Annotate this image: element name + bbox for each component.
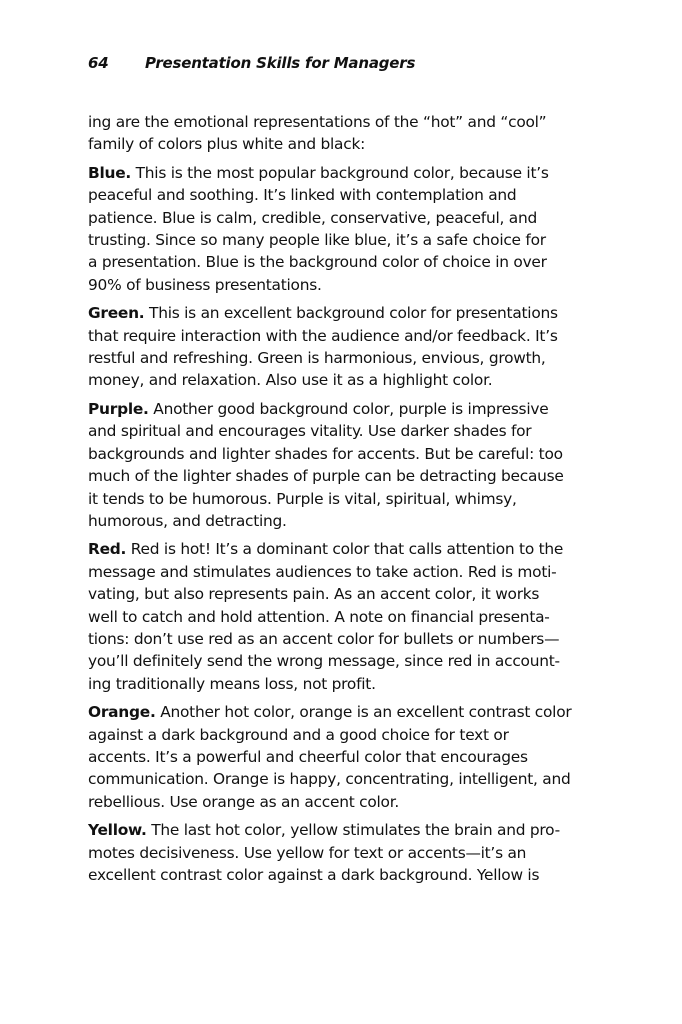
text-line: a presentation. Blue is the background color of choice in over bbox=[88, 253, 547, 272]
text-line: patience. Blue is calm, credible, conservative, peaceful, and bbox=[88, 208, 537, 227]
text-line: money, and relaxation. Also use it as a highlight color. bbox=[88, 371, 493, 390]
text-line: ing traditionally means loss, not profit. bbox=[88, 674, 376, 693]
color-term-green: Green. bbox=[88, 304, 145, 323]
book-title: Presentation Skills for Managers bbox=[145, 54, 416, 72]
text-line: motes decisiveness. Use yellow for text or accents—it’s an bbox=[88, 843, 527, 862]
green-paragraph bbox=[88, 302, 600, 392]
text-line: and spiritual and encourages vitality. Use darker shades for bbox=[88, 422, 532, 441]
color-term-orange: Orange. bbox=[88, 703, 156, 722]
red-paragraph bbox=[88, 538, 600, 695]
text-line: Another hot color, orange is an excellent contrast color bbox=[155, 703, 572, 722]
color-term-blue: Blue. bbox=[88, 163, 131, 182]
text-line: humorous, and detracting. bbox=[88, 511, 287, 530]
text-line: This is an excellent background color for presentations bbox=[144, 304, 558, 323]
color-term-purple: Purple. bbox=[88, 399, 149, 418]
text-line: that require interaction with the audience and/or feedback. It’s bbox=[88, 326, 558, 345]
text-line: Red is hot! It’s a dominant color that calls attention to the bbox=[126, 540, 564, 559]
text-line: backgrounds and lighter shades for accents. But be careful: too bbox=[88, 444, 563, 463]
text-line: ing are the emotional representations of the “hot” and “cool” bbox=[88, 113, 547, 131]
text-line: The last hot color, yellow stimulates the brain and pro- bbox=[146, 821, 560, 840]
text-line: against a dark background and a good choice for text or bbox=[88, 725, 509, 744]
running-header bbox=[88, 52, 600, 74]
blue-paragraph bbox=[88, 162, 600, 296]
text-line: family of colors plus white and black: bbox=[88, 135, 366, 154]
orange-paragraph bbox=[88, 701, 600, 813]
text-line: communication. Orange is happy, concentrating, intelligent, and bbox=[88, 770, 571, 789]
text-line: 90% of business presentations. bbox=[88, 275, 322, 294]
text-line: tions: don’t use red as an accent color for bullets or numbers— bbox=[88, 629, 560, 648]
text-line: excellent contrast color against a dark background. Yellow is bbox=[88, 866, 540, 884]
page-body bbox=[88, 111, 600, 886]
yellow-paragraph bbox=[88, 819, 600, 886]
text-line: well to catch and hold attention. A note on financial presenta- bbox=[88, 607, 550, 626]
intro-paragraph bbox=[88, 111, 600, 156]
text-line: trusting. Since so many people like blue, it’s a safe choice for bbox=[88, 231, 546, 250]
text-line: message and stimulates audiences to take action. Red is moti- bbox=[88, 562, 557, 581]
text-line: rebellious. Use orange as an accent color. bbox=[88, 792, 400, 811]
text-line: much of the lighter shades of purple can be detracting because bbox=[88, 467, 564, 486]
text-line: it tends to be humorous. Purple is vital, spiritual, whimsy, bbox=[88, 489, 517, 508]
color-term-red: Red. bbox=[88, 540, 127, 559]
page-number: 64 bbox=[88, 54, 109, 72]
text-line: This is the most popular background color, because it’s bbox=[131, 163, 549, 182]
text-line: restful and refreshing. Green is harmonious, envious, growth, bbox=[88, 349, 546, 368]
text-line: Another good background color, purple is impressive bbox=[148, 399, 549, 418]
purple-paragraph bbox=[88, 398, 600, 532]
color-term-yellow: Yellow. bbox=[88, 821, 147, 840]
book-page bbox=[88, 52, 600, 892]
text-line: accents. It’s a powerful and cheerful color that encourages bbox=[88, 747, 528, 766]
text-line: peaceful and soothing. It’s linked with contemplation and bbox=[88, 186, 517, 205]
text-line: you’ll definitely send the wrong message, since red in account- bbox=[88, 652, 560, 671]
text-line: vating, but also represents pain. As an accent color, it works bbox=[88, 585, 540, 604]
